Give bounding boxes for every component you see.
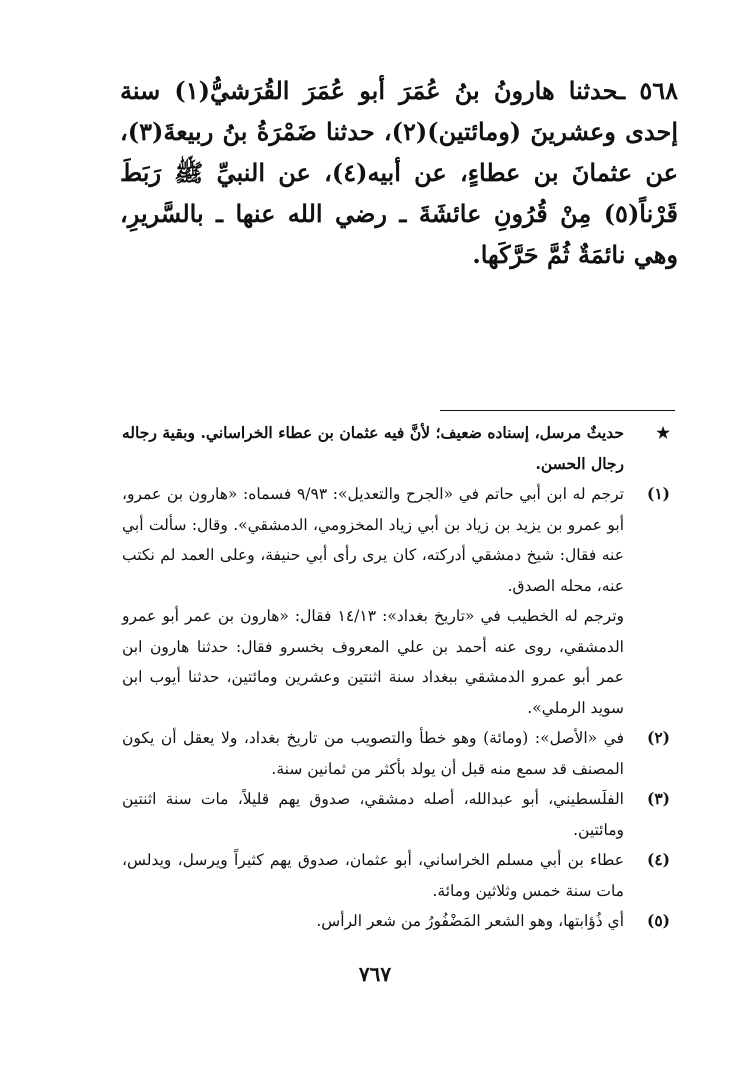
footnote-2	[122, 723, 670, 784]
footnote-marker: (٢)	[646, 728, 670, 747]
footnote-marker: (٤)	[646, 850, 670, 869]
footnote-5	[122, 906, 670, 937]
footnote-text: حديثٌ مرسل، إسناده ضعيف؛ لأنَّ فيه عثمان بن عطاء الخراساني. وبقية رجاله رجال الحسن.	[122, 423, 624, 473]
footnote-3	[122, 784, 670, 845]
footnote-4	[122, 845, 670, 906]
hadith-text: حدثنا هارونُ بنُ عُمَرَ أبو عُمَرَ القُرَشيُّ(١) سنة إحدى وعشرينَ (ومائتين)(٢)، حدثنا ضَمْرَةُ بنُ ربيعةَ(٣)، عن عثمانَ بن عطاءٍ، عن أبيه(٤)، عن النبيِّ ﷺ رَبَطَ قَرْناً(٥) مِنْ قُرُونِ عائشَةَ ـ رضي الله عنها ـ بالسَّريرِ، وهي نائمَةٌ ثُمَّ حَرَّكَها.	[120, 76, 679, 269]
footnote-text: أي ذُؤابتها، وهو الشعر المَضْفُورُ من شعر الرأس.	[316, 912, 624, 930]
page-number: ٧٦٧	[358, 962, 392, 986]
footnote-text: وترجم له الخطيب في «تاريخ بغداد»: ١٤/١٣ فقال: «هارون بن عمر أبو عمرو الدمشقي، روى عنه أحمد بن علي المعروف بخسرو فقال: حدثنا هارون ابن عمر أبو عمرو الدمشقي ببغداد سنة اثنتين وعشرين ومائتين، حدثنا أيوب ابن سويد الرملي».	[122, 607, 624, 717]
footnote-text: ترجم له ابن أبي حاتم في «الجرح والتعديل»: ٩/٩٣ فسماه: «هارون بن عمرو، أبو عمرو بن يزيد بن زياد بن أبي زياد المخزومي، الدمشقي». وقال: سألت أبي عنه فقال: شيخ دمشقي أدركته، كان يرى رأى أبي حنيفة، وعلى العمد لم نكتب عنه، محله الصدق.	[122, 485, 624, 595]
footnote-star	[122, 418, 670, 479]
footnote-marker: (١)	[646, 484, 670, 503]
footnote-text: عطاء بن أبي مسلم الخراساني، أبو عثمان، صدوق يهم كثيراً ويرسل، ويدلس، مات سنة خمس وثلاثين ومائة.	[122, 851, 624, 900]
hadith-number: ٥٦٨ ـ	[618, 76, 678, 105]
footnote-text: في «الأصل»: (ومائة) وهو خطأ والتصويب من تاريخ بغداد، ولا يعقل أن يكون المصنف قد سمع منه قبل أن يولد بأكثر من ثمانين سنة.	[122, 729, 624, 778]
footnote-1-continued	[122, 601, 670, 723]
footnote-text: الفلَسطيني، أبو عبدالله، أصله دمشقي، صدوق يهم قليلاً، مات سنة اثنتين ومائتين.	[122, 790, 624, 839]
footnote-divider	[440, 410, 675, 411]
footnote-marker: (٣)	[646, 789, 670, 808]
footnote-1	[122, 479, 670, 601]
footnotes-section	[122, 418, 670, 937]
footnote-marker: (٥)	[646, 911, 670, 930]
footnote-marker: ★	[656, 423, 670, 442]
hadith-paragraph	[120, 70, 678, 275]
